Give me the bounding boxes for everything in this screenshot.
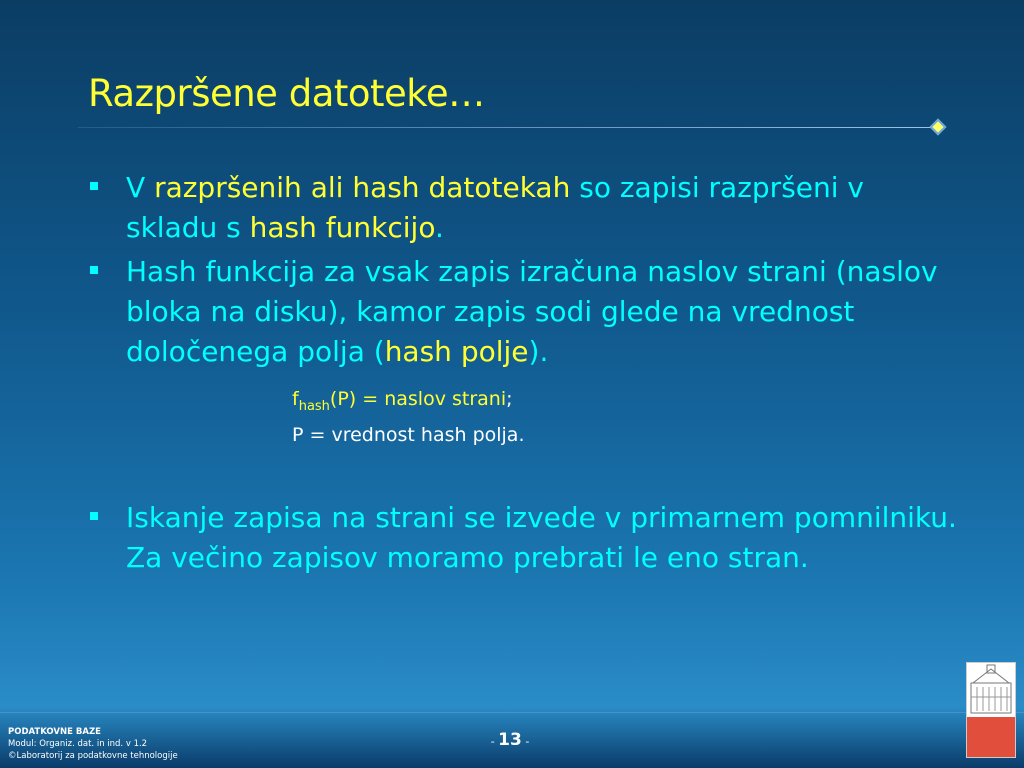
formula-semicolon: ; bbox=[506, 388, 513, 410]
footer-copyright: ©Laboratorij za podatkovne tehnologije bbox=[8, 751, 178, 761]
bullet-item-1 bbox=[90, 168, 950, 248]
bullet-1-text-b: so zapisi razpršeni v skladu s bbox=[126, 171, 865, 244]
building-icon bbox=[967, 663, 1015, 717]
footer-info bbox=[8, 726, 178, 762]
bullet-item-2 bbox=[90, 252, 950, 372]
bullet-2-text-b: ). bbox=[528, 335, 549, 368]
bullet-1-text-a: V bbox=[126, 171, 155, 204]
square-bullet-icon bbox=[90, 512, 98, 520]
bullet-2-text-a: Hash funkcija za vsak zapis izračuna naslov strani (naslov bloka na disku), kamor zapis sodi glede na vrednost določenega polja ( bbox=[126, 255, 938, 368]
bullet-1-text-c: . bbox=[434, 211, 444, 244]
formula-rest: (P) = naslov strani bbox=[329, 388, 507, 410]
page-dash-right: - bbox=[521, 735, 530, 748]
bullet-list bbox=[90, 168, 950, 376]
hash-formula bbox=[292, 386, 513, 420]
bullet-1-highlight-b: hash funkcijo bbox=[249, 211, 435, 244]
university-logo bbox=[966, 662, 1016, 758]
footer-divider bbox=[0, 712, 1024, 713]
footer-course: PODATKOVNE BAZE bbox=[8, 727, 101, 737]
formula-subscript: hash bbox=[298, 398, 330, 414]
bullet-2-highlight: hash polje bbox=[384, 335, 529, 368]
logo-red-band bbox=[967, 717, 1015, 757]
bullet-3-text: Iskanje zapisa na strani se izvede v primarnem pomnilniku. Za večino zapisov moramo prebrati le eno stran. bbox=[126, 501, 957, 574]
page-number-value: 13 bbox=[498, 730, 522, 750]
square-bullet-icon bbox=[90, 266, 98, 274]
diamond-icon bbox=[930, 119, 947, 136]
footer-module: Modul: Organiz. dat. in ind. v 1.2 bbox=[8, 739, 148, 749]
formula-definition: P = vrednost hash polja. bbox=[292, 424, 525, 446]
bullet-1-highlight-a: razpršenih ali hash datotekah bbox=[154, 171, 571, 204]
square-bullet-icon bbox=[90, 182, 98, 190]
title-divider bbox=[78, 127, 936, 128]
page-number bbox=[440, 730, 580, 750]
page-dash-left: - bbox=[490, 735, 499, 748]
slide-title: Razpršene datoteke… bbox=[88, 72, 485, 115]
formula-f: f bbox=[292, 388, 299, 410]
bullet-item-3 bbox=[90, 498, 986, 578]
